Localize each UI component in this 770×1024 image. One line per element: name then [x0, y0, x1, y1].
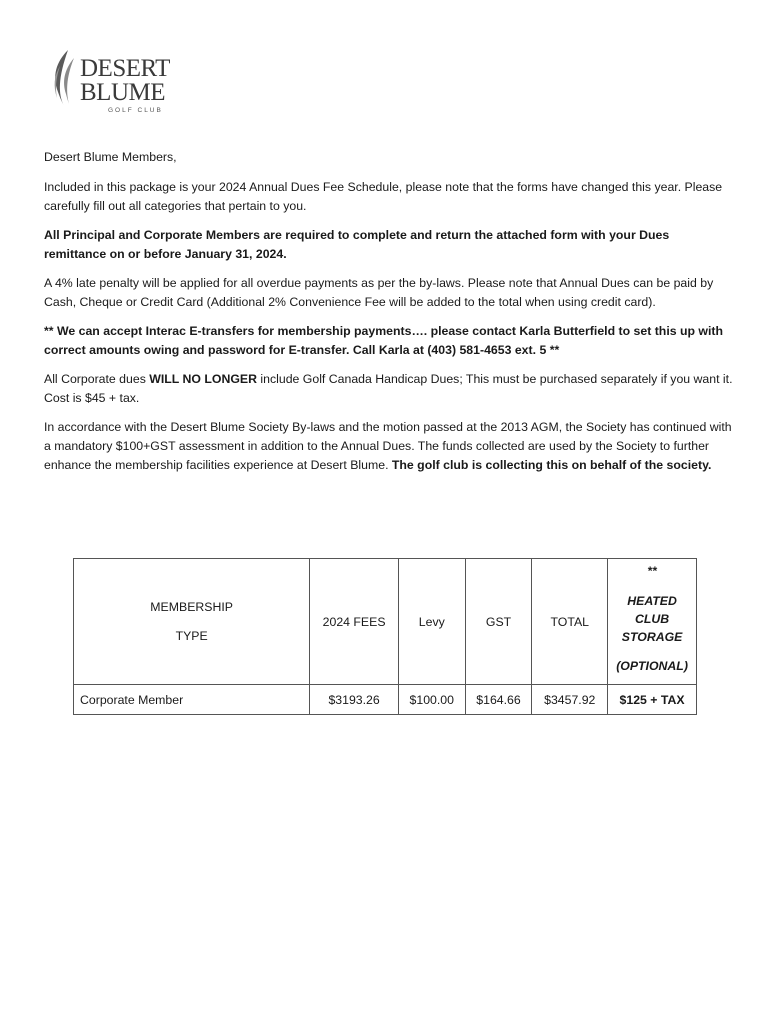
corporate-dues-text-a: All Corporate dues	[44, 372, 150, 386]
header-heated-club-storage	[608, 559, 697, 685]
flame-logo-icon	[48, 48, 82, 108]
deadline-text: All Principal and Corporate Members are required to complete and return the attached form with your Dues remittance on or before January 31, 2024.	[44, 228, 670, 261]
header-levy: Levy	[398, 559, 465, 685]
paragraph-late-penalty	[44, 274, 734, 312]
header-heated-line3: STORAGE	[621, 630, 683, 644]
header-heated-line1: HEATED	[627, 594, 677, 608]
logo-text-golf-club: GOLF CLUB	[108, 107, 163, 114]
cell-levy: $100.00	[398, 685, 465, 715]
corporate-dues-emphasis: WILL NO LONGER	[149, 372, 257, 386]
cell-2024-fees: $3193.26	[310, 685, 399, 715]
cell-gst: $164.66	[465, 685, 532, 715]
cell-total: $3457.92	[532, 685, 608, 715]
etransfer-text: ** We can accept Interac E-transfers for membership payments…. please contact Karla Butterfield to set this up with correct amounts owing and password for E-transfer. Call Karla at (403) 581-4653 ext. 5 **	[44, 324, 724, 357]
payment-methods-text: can be paid by Cash, Cheque or Credit Card (Additional 2% Convenience Fee will be added to the total when using credit card).	[44, 276, 714, 309]
desert-blume-logo	[48, 46, 178, 118]
header-total: TOTAL	[532, 559, 608, 685]
paragraph-deadline	[44, 226, 734, 264]
logo-text-desert: DESERT	[80, 55, 170, 82]
paragraph-corporate-dues	[44, 370, 734, 408]
letter-body	[44, 148, 734, 485]
paragraph-society-levy	[44, 418, 734, 475]
paragraph-etransfer	[44, 322, 734, 360]
header-heated-line2: CLUB	[634, 612, 670, 626]
logo-text-blume: BLUME	[80, 79, 165, 106]
late-penalty-text: A 4% late penalty will be applied for all overdue payments as per the by-laws. Please note that Annual Dues	[44, 276, 630, 290]
header-membership-line1: MEMBERSHIP	[150, 599, 233, 614]
header-gst: GST	[465, 559, 532, 685]
cell-heated-storage: $125 + TAX	[608, 685, 697, 715]
table-row	[74, 685, 697, 715]
cell-membership-type: Corporate Member	[74, 685, 310, 715]
header-membership-line2: TYPE	[175, 628, 208, 643]
corporate-dues-text-b: include Golf Canada Handicap Dues; This must be purchased separately if you want it. Cost is $45 + tax.	[44, 372, 733, 405]
greeting: Desert Blume Members,	[44, 150, 177, 164]
header-heated-stars: **	[647, 564, 657, 578]
dues-fee-table	[73, 558, 697, 715]
header-membership-type	[74, 559, 310, 685]
society-levy-text: In accordance with the Desert Blume Society By-laws and the motion passed at the 2013 AGM, the Society has continued with a mandatory $100+GST assessment in addition to the Annual Dues. The funds collected are used by the Society to further enhance the membership facilities experience at Desert Blume.	[44, 420, 732, 472]
header-2024-fees: 2024 FEES	[310, 559, 399, 685]
society-levy-emphasis: The golf club is collecting this on behalf of the society.	[391, 458, 712, 472]
header-heated-optional: (OPTIONAL)	[616, 659, 688, 673]
table-header-row	[74, 559, 697, 685]
paragraph-intro: Included in this package is your 2024 Annual Dues Fee Schedule, please note that the forms have changed this year. Please carefully fill out all categories that pertain to you.	[44, 180, 723, 213]
